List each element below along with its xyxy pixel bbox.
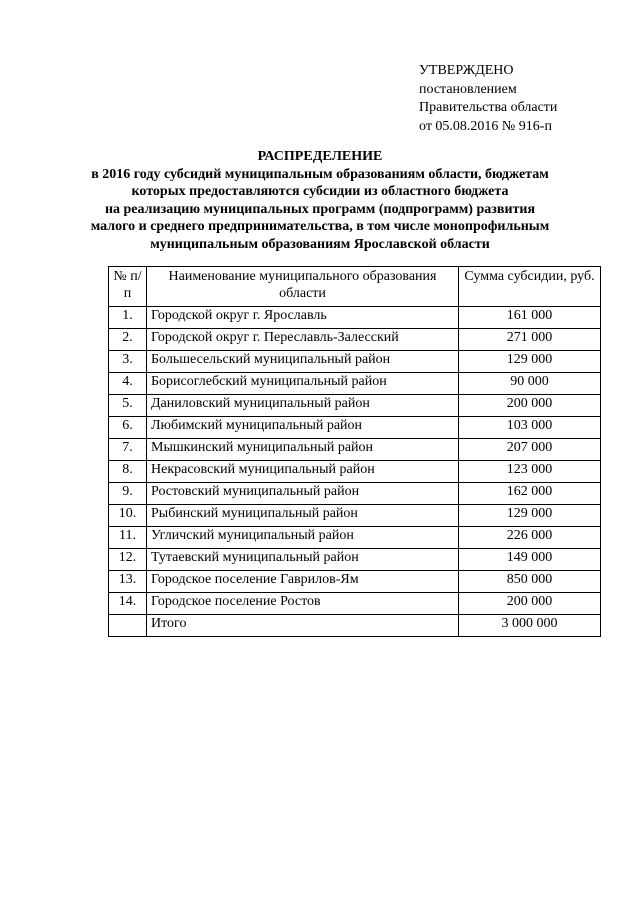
table-row bbox=[109, 461, 601, 483]
row-name: Городское поселение Ростов bbox=[147, 593, 459, 615]
table-row bbox=[109, 505, 601, 527]
row-number: 3. bbox=[109, 351, 147, 373]
table-row bbox=[109, 307, 601, 329]
row-name: Тутаевский муниципальный район bbox=[147, 549, 459, 571]
row-name: Мышкинский муниципальный район bbox=[147, 439, 459, 461]
subsidies-table bbox=[108, 266, 601, 637]
row-number: 12. bbox=[109, 549, 147, 571]
row-sum: 162 000 bbox=[459, 483, 601, 505]
title-line: в 2016 году субсидий муниципальным образованиям области, бюджетам bbox=[91, 166, 549, 182]
row-sum: 226 000 bbox=[459, 527, 601, 549]
row-number: 14. bbox=[109, 593, 147, 615]
row-sum: 200 000 bbox=[459, 395, 601, 417]
total-label: Итого bbox=[147, 615, 459, 637]
row-number: 6. bbox=[109, 417, 147, 439]
table-row bbox=[109, 417, 601, 439]
row-sum: 123 000 bbox=[459, 461, 601, 483]
row-name: Городское поселение Гаврилов-Ям bbox=[147, 571, 459, 593]
table-row bbox=[109, 483, 601, 505]
row-sum: 90 000 bbox=[459, 373, 601, 395]
row-number: 7. bbox=[109, 439, 147, 461]
row-sum: 200 000 bbox=[459, 593, 601, 615]
row-name: Городской округ г. Переславль-Залесский bbox=[147, 329, 459, 351]
table-row bbox=[109, 571, 601, 593]
approval-date-number: от 05.08.2016 № 916-п bbox=[419, 118, 552, 134]
approval-resolution: постановлением bbox=[419, 81, 517, 97]
row-name: Большесельский муниципальный район bbox=[147, 351, 459, 373]
total-number bbox=[109, 615, 147, 637]
row-sum: 129 000 bbox=[459, 505, 601, 527]
title-line: на реализацию муниципальных программ (подпрограмм) развития bbox=[104, 201, 536, 217]
row-sum: 207 000 bbox=[459, 439, 601, 461]
row-number: 9. bbox=[109, 483, 147, 505]
row-name: Рыбинский муниципальный район bbox=[147, 505, 459, 527]
table-row bbox=[109, 527, 601, 549]
row-sum: 271 000 bbox=[459, 329, 601, 351]
title-line: малого и среднего предпринимательства, в том числе монопрофильным bbox=[90, 219, 550, 234]
row-sum: 850 000 bbox=[459, 571, 601, 593]
table-row bbox=[109, 439, 601, 461]
row-number: 10. bbox=[109, 505, 147, 527]
title-heading: РАСПРЕДЕЛЕНИЕ bbox=[257, 149, 383, 164]
table-total-row bbox=[109, 615, 601, 637]
row-number: 13. bbox=[109, 571, 147, 593]
document-title bbox=[90, 148, 550, 253]
row-name: Даниловский муниципальный район bbox=[147, 395, 459, 417]
table-row bbox=[109, 351, 601, 373]
row-sum: 129 000 bbox=[459, 351, 601, 373]
table-header-row bbox=[109, 267, 601, 307]
row-sum: 161 000 bbox=[459, 307, 601, 329]
row-name: Городской округ г. Ярославль bbox=[147, 307, 459, 329]
row-number: 2. bbox=[109, 329, 147, 351]
approval-stamp: УТВЕРЖДЕНО bbox=[419, 63, 514, 78]
header-number: № п/п bbox=[109, 267, 147, 307]
header-name: Наименование муниципального образования области bbox=[147, 267, 459, 307]
table-row bbox=[109, 329, 601, 351]
title-line: муниципальным образованиям Ярославской области bbox=[150, 236, 490, 252]
title-line: которых предоставляются субсидии из областного бюджета bbox=[131, 184, 509, 199]
table-row bbox=[109, 395, 601, 417]
row-sum: 103 000 bbox=[459, 417, 601, 439]
row-number: 8. bbox=[109, 461, 147, 483]
approval-authority: Правительства области bbox=[419, 100, 558, 115]
row-number: 5. bbox=[109, 395, 147, 417]
row-number: 4. bbox=[109, 373, 147, 395]
row-name: Любимский муниципальный район bbox=[147, 417, 459, 439]
approval-block bbox=[419, 62, 557, 136]
total-sum: 3 000 000 bbox=[459, 615, 601, 637]
table-row bbox=[109, 549, 601, 571]
row-name: Борисоглебский муниципальный район bbox=[147, 373, 459, 395]
table-row bbox=[109, 373, 601, 395]
row-name: Ростовский муниципальный район bbox=[147, 483, 459, 505]
header-sum: Сумма субсидии, руб. bbox=[459, 267, 601, 307]
row-number: 11. bbox=[109, 527, 147, 549]
row-number: 1. bbox=[109, 307, 147, 329]
row-name: Некрасовский муниципальный район bbox=[147, 461, 459, 483]
row-sum: 149 000 bbox=[459, 549, 601, 571]
table-row bbox=[109, 593, 601, 615]
row-name: Угличский муниципальный район bbox=[147, 527, 459, 549]
